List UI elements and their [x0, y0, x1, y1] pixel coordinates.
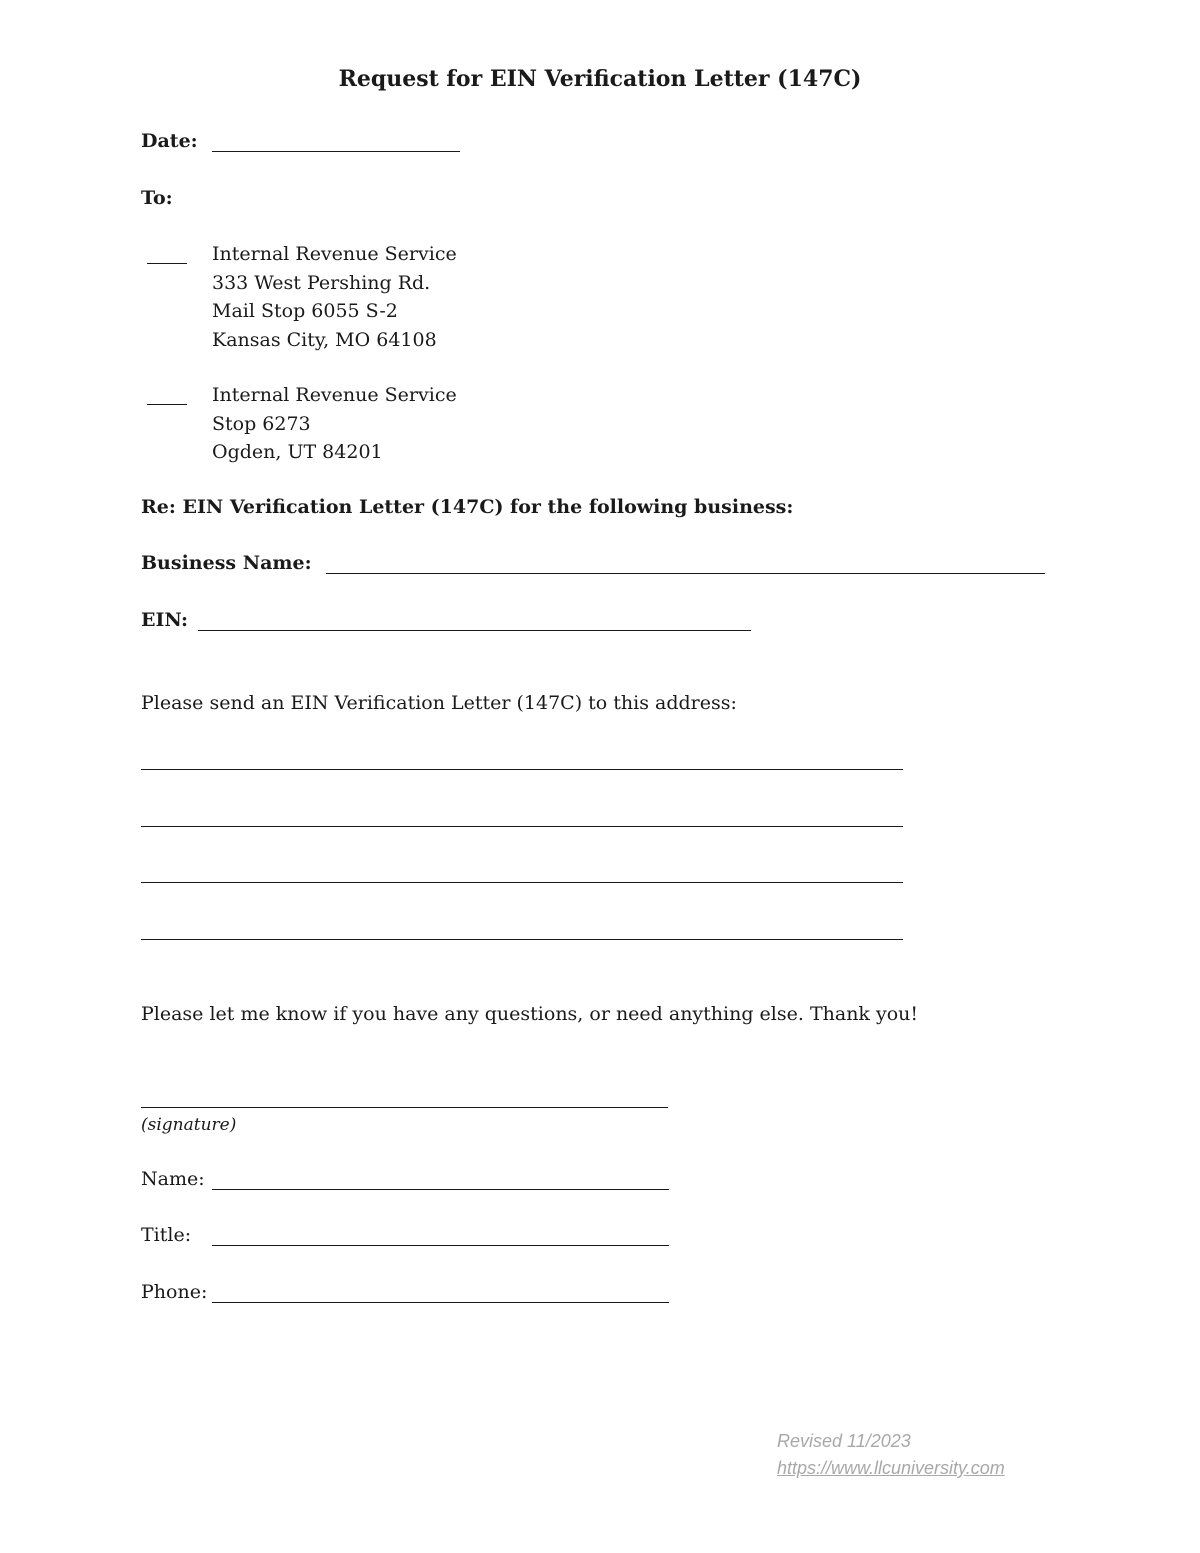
- address-line: Internal Revenue Service: [212, 384, 457, 406]
- send-instruction: Please send an EIN Verification Letter (147C) to this address:: [141, 692, 737, 714]
- address-line: 333 West Pershing Rd.: [212, 271, 431, 294]
- address-option-1-checkbox-line[interactable]: [147, 263, 187, 264]
- closing-text: Please let me know if you have any questions, or need anything else. Thank you!: [141, 1003, 919, 1025]
- phone-field-line[interactable]: [212, 1302, 669, 1303]
- mailing-address-line-2[interactable]: [141, 826, 903, 827]
- business-name-label: Business Name:: [141, 552, 312, 574]
- address-block-kansas-city: [212, 240, 457, 354]
- title-label: Title:: [141, 1224, 192, 1246]
- mailing-address-line-3[interactable]: [141, 882, 903, 883]
- signature-line[interactable]: [141, 1107, 668, 1108]
- business-name-field-line[interactable]: [326, 573, 1045, 574]
- address-line: Mail Stop 6055 S-2: [212, 300, 398, 322]
- address-line: Kansas City, MO 64108: [212, 328, 437, 351]
- signature-caption: (signature): [141, 1115, 237, 1135]
- mailing-address-line-1[interactable]: [141, 769, 903, 770]
- address-line: Internal Revenue Service: [212, 243, 457, 265]
- mailing-address-line-4[interactable]: [141, 939, 903, 940]
- ein-field-line[interactable]: [198, 630, 751, 631]
- to-label: To:: [141, 187, 173, 209]
- re-line: Re: EIN Verification Letter (147C) for the following business:: [141, 496, 794, 518]
- ein-label: EIN:: [141, 609, 189, 631]
- footer-revised: Revised 11/2023: [777, 1431, 911, 1451]
- address-option-2-checkbox-line[interactable]: [147, 404, 187, 405]
- footer-link[interactable]: https://www.llcuniversity.com: [777, 1458, 1005, 1478]
- page-title: Request for EIN Verification Letter (147C): [338, 66, 862, 92]
- name-field-line[interactable]: [212, 1189, 669, 1190]
- address-line: Stop 6273: [212, 412, 311, 435]
- date-field-line[interactable]: [212, 151, 460, 152]
- date-label: Date:: [141, 130, 198, 152]
- name-label: Name:: [141, 1168, 205, 1190]
- address-line: Ogden, UT 84201: [212, 441, 383, 463]
- address-block-ogden: [212, 381, 457, 467]
- title-field-line[interactable]: [212, 1245, 669, 1246]
- phone-label: Phone:: [141, 1281, 208, 1303]
